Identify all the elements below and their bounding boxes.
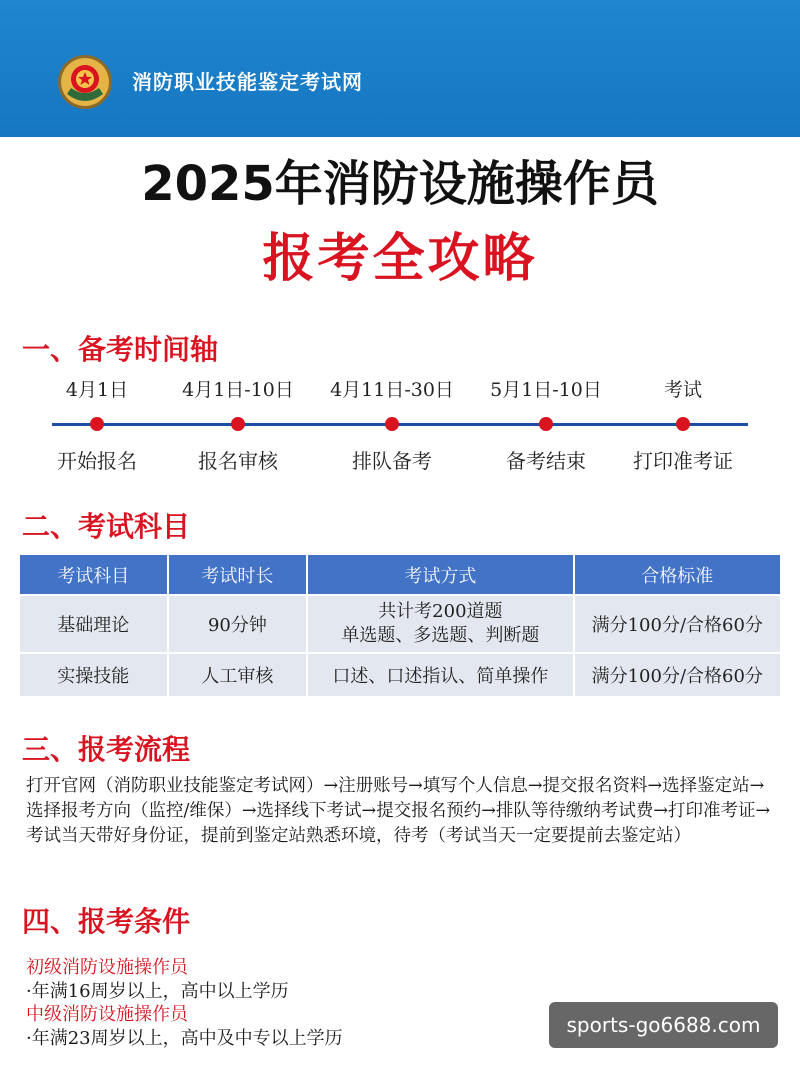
timeline-label: 排队备考 <box>352 449 432 473</box>
watermark-badge: sports-go6688.com <box>549 1002 778 1048</box>
timeline-dot <box>90 417 104 431</box>
exam-timeline <box>0 375 800 475</box>
timeline-node <box>312 375 472 474</box>
timeline-date: 4月1日-10日 <box>182 379 294 401</box>
table-cell-standard: 满分100分/合格60分 <box>574 595 781 653</box>
table-row <box>19 595 781 653</box>
timeline-date: 4月11日-30日 <box>330 379 454 401</box>
site-name: 消防职业技能鉴定考试网 <box>132 70 363 94</box>
table-cell-subject: 基础理论 <box>19 595 168 653</box>
registration-process-text: 打开官网（消防职业技能鉴定考试网）→注册账号→填写个人信息→提交报名资料→选择鉴定站→选择报考方向（监控/维保）→选择线下考试→提交报名预约→排队等待缴纳考试费→打印准考证→考试当天带好身份证，提前到鉴定站熟悉环境，待考（考试当天一定要提前去鉴定站） <box>26 776 771 846</box>
table-cell-method <box>307 595 573 653</box>
table-header-cell: 合格标准 <box>574 554 781 595</box>
table-header-cell: 考试时长 <box>168 554 308 595</box>
table-cell-subject: 实操技能 <box>19 653 168 697</box>
timeline-label: 备考结束 <box>506 449 586 473</box>
table-cell-method: 口述、口述指认、简单操作 <box>307 653 573 697</box>
table-cell-duration: 90分钟 <box>168 595 308 653</box>
page-subtitle: 报考全攻略 <box>262 229 538 289</box>
table-cell-duration: 人工审核 <box>168 653 308 697</box>
timeline-node <box>158 375 318 474</box>
table-cell-standard: 满分100分/合格60分 <box>574 653 781 697</box>
table-header-row <box>19 554 781 595</box>
exam-subjects-table <box>18 553 782 698</box>
timeline-date: 考试 <box>663 379 702 401</box>
mid-level-title: 中级消防设施操作员 <box>26 1004 188 1025</box>
section-heading-subjects: 二、考试科目 <box>22 510 191 543</box>
timeline-dot <box>231 417 245 431</box>
section-heading-conditions: 四、报考条件 <box>22 905 191 938</box>
table-header-cell: 考试方式 <box>307 554 573 595</box>
table-header-cell: 考试科目 <box>19 554 168 595</box>
timeline-date: 4月1日 <box>65 379 129 401</box>
timeline-label: 报名审核 <box>198 449 278 473</box>
junior-level-requirement: ·年满16周岁以上，高中以上学历 <box>26 981 289 1002</box>
timeline-dot <box>539 417 553 431</box>
fire-rescue-emblem-icon <box>57 54 113 110</box>
timeline-dot <box>676 417 690 431</box>
section-heading-process: 三、报考流程 <box>22 733 191 766</box>
timeline-node <box>466 375 626 474</box>
method-line: 共计考200道题 <box>378 601 503 622</box>
timeline-label: 开始报名 <box>57 449 137 473</box>
page-title: 2025年消防设施操作员 <box>141 156 659 212</box>
timeline-label: 打印准考证 <box>633 449 733 473</box>
top-banner <box>0 0 800 137</box>
timeline-dot <box>385 417 399 431</box>
section-heading-timeline: 一、备考时间轴 <box>22 333 219 366</box>
table-row <box>19 653 781 697</box>
method-line: 单选题、多选题、判断题 <box>341 625 540 646</box>
timeline-node <box>17 375 177 474</box>
timeline-date: 5月1日-10日 <box>490 379 602 401</box>
junior-level-title: 初级消防设施操作员 <box>26 957 188 978</box>
timeline-node <box>603 375 763 474</box>
mid-level-requirement: ·年满23周岁以上，高中及中专以上学历 <box>26 1028 343 1049</box>
